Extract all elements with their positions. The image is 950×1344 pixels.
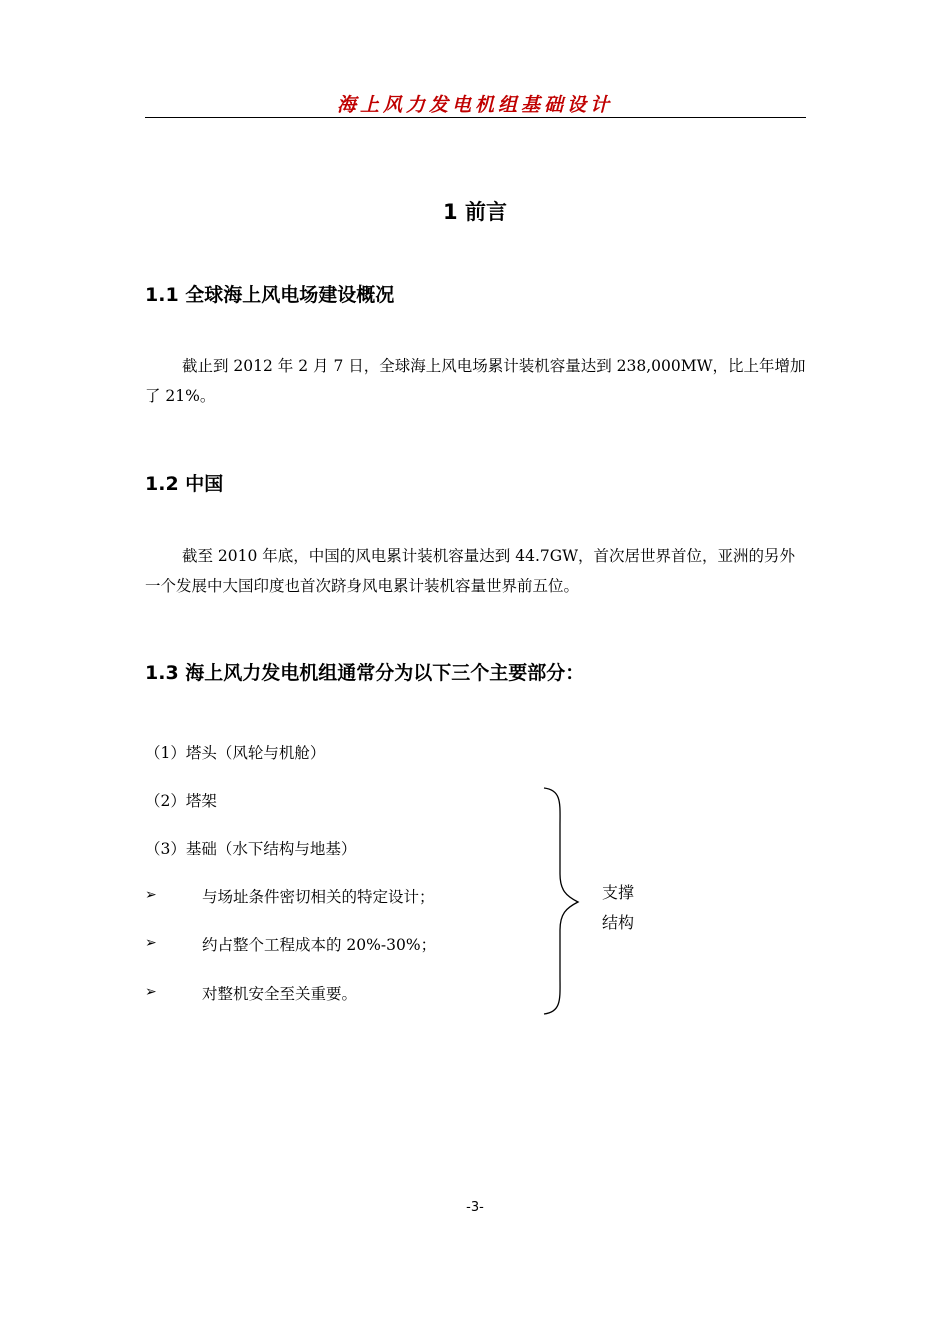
bullet-item-safety: 对整机安全至关重要。 [202,985,358,1003]
bullet-arrow-icon: ➢ [145,984,157,1000]
right-curly-brace-icon [540,786,590,1016]
section-1-2-paragraph: 截至 2010 年底，中国的风电累计装机容量达到 44.7GW，首次居世界首位，亚洲的另外一个发展中大国印度也首次跻身风电累计装机容量世界前五位。 [145,547,796,595]
brace-label-line-2: 结构 [602,913,635,932]
list-item-foundation: （3）基础（水下结构与地基） [145,840,357,858]
brace-label-line-1: 支撑 [602,883,635,902]
section-heading-1-1: 1.1 全球海上风电场建设概况 [145,284,395,306]
brace-label [602,878,652,938]
header-divider [145,117,806,118]
section-heading-1-3: 1.3 海上风力发电机组通常分为以下三个主要部分： [145,662,585,684]
section-heading-1-2: 1.2 中国 [145,473,224,495]
list-item-tower: （2）塔架 [145,792,217,810]
page-number: -3- [466,1200,484,1215]
bullet-item-cost-share: 约占整个工程成本的 20%-30%； [202,936,437,954]
bullet-item-site-design: 与场址条件密切相关的特定设计； [202,888,435,906]
section-1-1-paragraph: 截止到 2012 年 2 月 7 日，全球海上风电场累计装机容量达到 238,000MW，比上年增加了 21%。 [145,357,806,405]
bullet-arrow-icon: ➢ [145,887,157,903]
list-item-tower-head: （1）塔头（风轮与机舱） [145,744,326,762]
bullet-arrow-icon: ➢ [145,935,157,951]
chapter-title: 1 前言 [443,200,507,224]
running-header-title: 海上风力发电机组基础设计 [336,94,613,116]
